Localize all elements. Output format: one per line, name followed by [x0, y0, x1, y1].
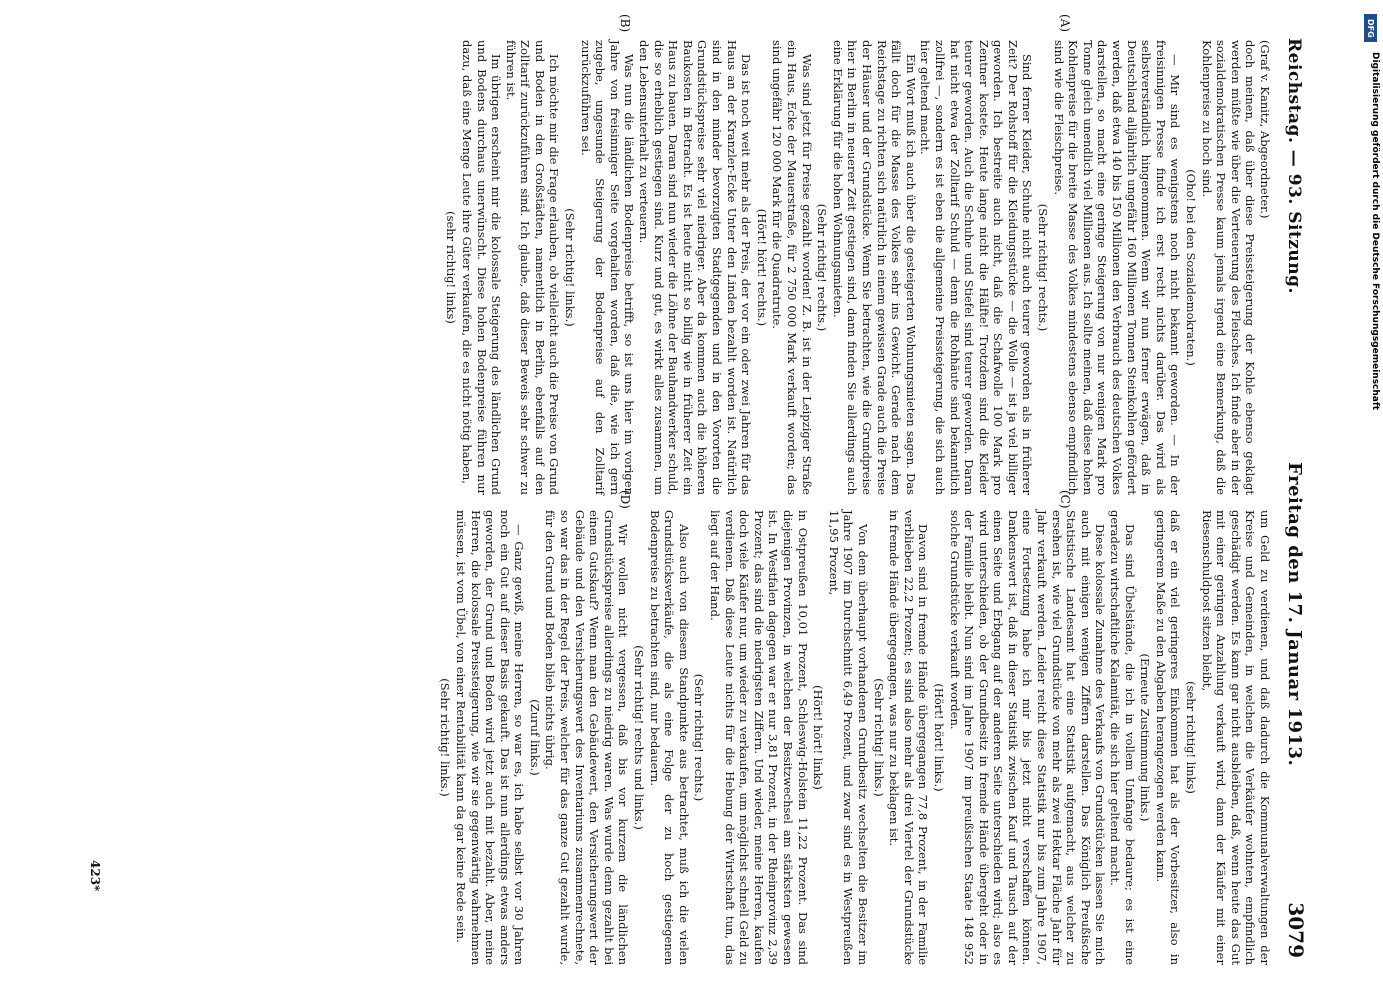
margin-letter-a: (A)	[1058, 14, 1072, 33]
interjection: (Sehr richtig! rechts und links.)	[632, 645, 647, 830]
paragraph: Davon sind in fremde Hände übergegangen 77,8 Prozent, in der Familie verblieben 22,2 Prozent; es sind also mehr als drei Viertel der Grundstücke in fremde Hände übergegangen, was nur zu beklagen ist.	[887, 510, 931, 965]
rotated-newspaper-page	[82, 8, 1322, 968]
paragraph: um Geld zu verdienen, und daß dadurch die Kommunalverwaltungen der Kreise und Gemeinden, in welchen die Verkäufer wohnten, empfindlich geschädigt werden. Es kann gar nicht ausbleiben, daß, wenn heute das Gut mit einer geringen Anzahlung verkauft wird, dann der Käufer mit einer Riesenschuldpost sitzen bleibt,	[1199, 510, 1272, 965]
interjection: (Erneute Zustimmung links.)	[1138, 653, 1153, 822]
interjection: (Oho! bei den Sozialdemokraten.)	[1184, 169, 1199, 366]
paragraph: Was sind jetzt für Preise gezahlt worden! Z. B. ist in der Leipziger Straße ein Haus, Ecke der Mauerstraße, für 2 750 000 Mark verkauft worden; das sind ungefähr 120 000 Mark für die Quadratrute.	[770, 40, 814, 495]
interjection: (sehr richtig! links)	[444, 211, 459, 324]
interjection: (sehr richtig! links)	[1184, 681, 1199, 794]
interjection: (Zuruf links.)	[527, 699, 542, 776]
interjection: (Sehr richtig! rechts.)	[692, 673, 707, 802]
paragraph: daß er ein viel geringeres Einkommen hat als der Vorbesitzer, also in geringerem Maße zu den Abgaben herangezogen werden kann.	[1153, 510, 1183, 965]
interjection: (Hört! hört! links)	[811, 685, 826, 790]
header-session: Reichstag. — 93. Sitzung.	[1284, 38, 1304, 294]
page-number: 3079	[1284, 902, 1308, 958]
paragraph: Was nun die ländlichen Bodenpreise betrifft, so ist uns hier im vorigen Jahre von freisinniger Seite vorgehalten worden, daß die, wie ich gern zugebe, ungesunde Steigerung der Bodenpreise auf den Zolltarif zurückzuführen sei.	[578, 40, 637, 495]
margin-letter-d: (D)	[618, 490, 632, 509]
paragraph: Ein Wort muß ich auch über die gesteigerten Wohnungsmieten sagen. Das fällt doch für die Masse des Volkes sehr ins Gewicht. Gerade nach dem Reichstage zu richten sich natürlich in einem gewissen Grade auch die Preise der Häuser und der Grundstücke. Wenn Sie betrachten, wie die Grundpreise hier in Berlin in neuerer Zeit gestiegen sind, dann finden Sie allerdings auch eine Erklärung für die hohen Wohnungsmieten.	[830, 40, 918, 495]
right-text-column	[437, 510, 1272, 965]
paragraph: (Graf v. Kanitz, Abgeordneter.)	[1258, 40, 1272, 219]
interjection: (Sehr richtig! rechts.)	[1036, 203, 1051, 332]
paragraph: in Ostpreußen 10,01 Prozent, Schleswig-Holstein 11,22 Prozent. Das sind diejenigen Provinzen, in welchen der Besitzwechsel am stärksten gewesen ist. In Westfalen dagegen war er nur 3,81 Prozent, in der Rheinprovinz 2,39 Prozent; das sind die niedrigsten Ziffern. Und wieder, meine Herren, kaufen doch viele Käufer nur, um wieder zu verkaufen, um möglichst schnell Geld zu verdienen. Daß diese Leute nichts für die Hebung der Wirtschaft tun, das liegt auf der Hand.	[708, 510, 810, 965]
paragraph: — Mir sind es wenigstens noch nicht bekannt geworden. — In der freisinnigen Presse finde ich erst recht nichts darüber. Das wird als selbstverständlich hingenommen. Wenn wir nun ferner erwägen, daß in Deutschland alljährlich ungefähr 160 Millionen Tonnen Steinkohlen gefördert werden, daß etwa 140 bis 150 Millionen den Verbrauch des deutschen Volkes darstellen, so macht eine geringe Steigerung von nur wenigen Mark pro Tonne gleich unendlich viel Millionen aus. Ich sollte meinen, daß diese hohen Kohlenpreise für die breite Masse des Volkes mindestens ebenso empfindlich sind wie die Fleischpreise.	[1051, 40, 1183, 495]
left-text-column	[443, 40, 1272, 495]
paragraph: Also auch von diesem Standpunkte aus betrachtet, muß ich die vielen Grundstücksverkäufe, die als eine Folge der zu hoch gestiegenen Bodenpreise zu betrachten sind, nur bedauern.	[647, 510, 691, 965]
margin-letter-c: (C)	[1058, 490, 1072, 509]
interjection: (Sehr richtig! rechts.)	[815, 203, 830, 332]
margin-letter-b: (B)	[618, 14, 632, 33]
dfg-logo: DFG	[1364, 14, 1377, 42]
paragraph: Das ist noch weit mehr als der Preis, der vor ein oder zwei Jahren für das Haus an der Kranzler-Ecke Unter den Linden bezahlt worden ist. Natürlich sind in den minder bevorzugten Stadtgegenden und in den Vororten die Grundstückspreise sehr viel niedriger. Aber da kommen auch die höheren Baukosten in Betracht. Es ist heute nicht so billig wie in früherer Zeit ein Haus zu bauen. Daran sind nun wieder die Löhne der Bauhandwerker schuld, die so erheblich gestiegen sind. Kurz und gut, es wirkt alles zusammen, um den Lebensunterhalt zu verteuern.	[637, 40, 754, 495]
interjection: (Sehr richtig! links.)	[438, 678, 453, 797]
paragraph: Von dem überhaupt vorhandenen Grundbesitz wechselten die Besitzer im Jahre 1907 im Durchschnitt 6,49 Prozent, und zwar sind es in Westpreußen 11,95 Prozent,	[826, 510, 870, 965]
header-date: Freitag den 17. Januar 1913.	[1284, 462, 1305, 767]
interjection: (Hört! hört! links.)	[931, 683, 946, 792]
paragraph: Im übrigen erscheint mir die kolossale Steigerung des ländlichen Grund und Bodens durchaus unerwünscht. Diese hohen Bodenpreise führen nur dazu, daß eine Menge Leute ihre Güter verkaufen, die es nicht nötig haben,	[459, 40, 504, 495]
paragraph: Diese kolossale Zunahme des Verkaufs von Grundstücken lassen Sie mich auch mit einigen wenigen Ziffern darstellen. Das Königlich Preußische Statistische Landesamt hat eine Statistik aufgemacht, aus welcher zu ersehen ist, wie viel Grundstücke von mehr als zwei Hektar Fläche Jahr für Jahr verkauft werden. Leider reicht diese Statistik nur bis zum Jahre 1907, eine Fortsetzung habe ich mir bis jetzt nicht verschaffen können. Dankenswert ist, daß in dieser Statistik zwischen Kauf und Tausch auf der einen Seite und Erbgang auf der anderen Seite unterschieden wird; also es wird unterschieden, ob der Grundbesitz in fremde Hände übergeht oder in der Familie bleibt. Nun sind im Jahre 1907 im preußischen Staate 148 952 solche Grundstücke verkauft worden.	[947, 510, 1108, 965]
page-header	[1284, 38, 1316, 958]
interjection: (Sehr richtig! links.)	[563, 208, 578, 327]
digitization-credit	[1362, 8, 1380, 998]
credit-text: Digitalisierung gefördert durch die Deutsche Forschungsgemeinschaft	[1370, 52, 1380, 411]
interjection: (Hört! hört! rechts.)	[754, 208, 769, 327]
paragraph: — Ganz gewiß, meine Herren, so war es, ich habe selbst vor 30 Jahren noch ein Gut auf dieser Basis gekauft. Das ist nun allerdings etwas anders geworden, der Grund und Boden wird jetzt auch mit bezahlt. Aber, meine Herren, die kolossale Preissteigerung, wie wir sie gegenwärtig wahrnehmen müssen, ist vom Übel, von einer Rentabilität kann da gar keine Rede sein.	[453, 510, 527, 965]
paragraph: Ich möchte mir die Frage erlauben, ob vielleicht auch die Preise von Grund und Boden in den Großstädten, namentlich in Berlin, ebenfalls auf den Zolltarif zurückzuführen sind. Ich glaube, daß dieser Beweis sehr schwer zu führen ist.	[503, 40, 562, 495]
paragraph: Sind ferner Kleider, Schuhe nicht auch teurer geworden als in früherer Zeit? Der Rohstoff für die Kleidungsstücke — die Wolle — ist ja viel billiger geworden. Ich bestreite auch nicht, daß die Schafwolle 100 Mark pro Zentner kostete. Heute lange nicht die Hälfte! Trotzdem sind die Kleider teurer geworden. Auch die Schuhe und Stiefel sind teurer geworden. Daran hat nicht etwa der Zolltarif Schuld — denn die Rohhäute sind bekanntlich zollfrei —, sondern es ist eben die allgemeine Preissteigerung, die sich auch hier geltend macht.	[918, 40, 1035, 495]
paragraph: Das sind Übelstände, die ich in vollem Umfange bedaure; es ist eine geradezu wirtschaftliche Kalamität, die sich hier geltend macht.	[1108, 510, 1137, 965]
interjection: (Sehr richtig! links.)	[871, 678, 886, 797]
paragraph: Wir wollen nicht vergessen, daß bis vor kurzem die ländlichen Grundstückspreise allerdings zu niedrig waren. Was wurde denn gezahlt bei einem Gutskauf? Wenn man den Gebäudewert, den Versicherungswert der Gebäude und den Versicherungswert des Inventariums zusammenrechnete, so war das in der Regel der Preis, welcher für das ganze Gut gezahlt wurde, für den Grund und Boden blieb nichts übrig.	[543, 510, 631, 965]
signature-mark: 423*	[88, 860, 102, 892]
paragraph: doch meinen, daß über diese Preissteigerung der Kohle ebenso geklagt werden müßte wie über die Verteuerung des Fleisches. Ich finde aber in der sozialdemokratischen Presse kaum jemals irgend eine Bemerkung, daß die Kohlenpreise zu hoch sind.	[1199, 40, 1258, 495]
